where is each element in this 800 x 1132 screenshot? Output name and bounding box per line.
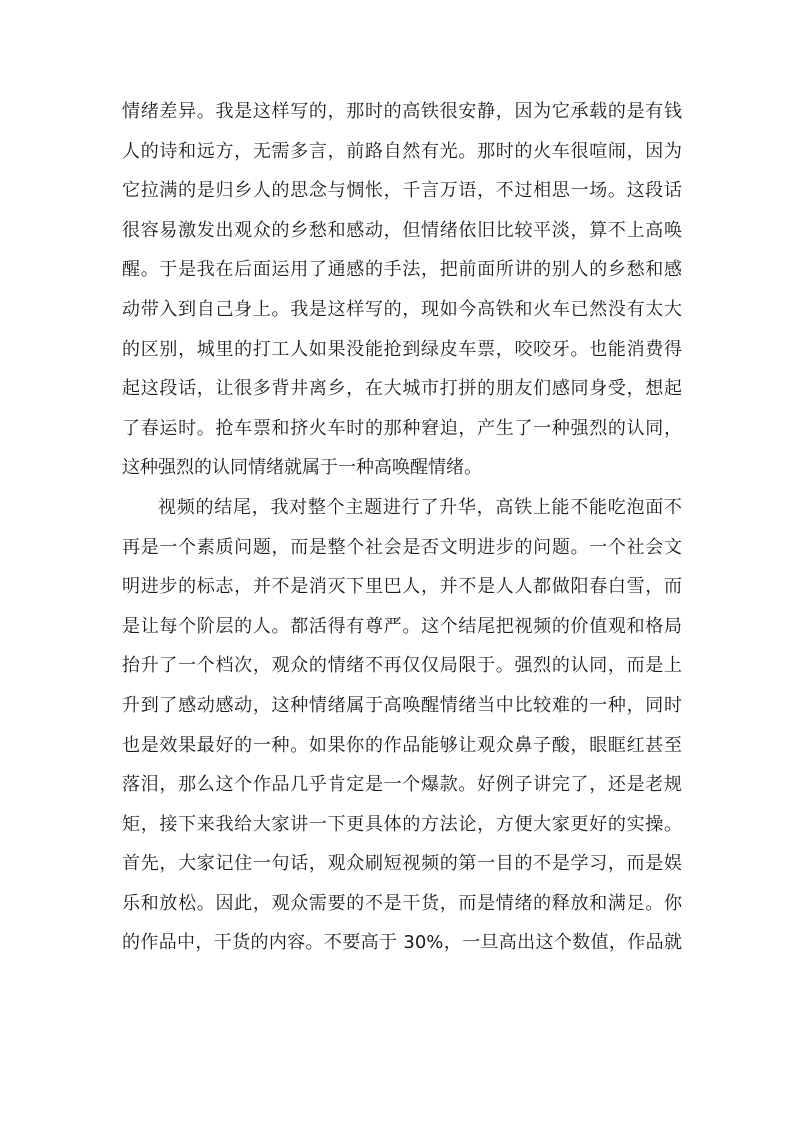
text-line: 乐和放松。因此，观众需要的不是干货，而是情绪的释放和满足。你 [122, 892, 682, 914]
paragraph-1 [122, 92, 682, 488]
text-line: 的区别，城里的打工人如果没能抢到绿皮车票，咬咬牙。也能消费得 [122, 338, 682, 360]
text-line: 醒。于是我在后面运用了通感的手法，把前面所讲的别人的乡愁和感 [122, 259, 682, 281]
text-line: 落泪，那么这个作品几乎肯定是一个爆款。好例子讲完了，还是老规 [122, 774, 682, 796]
text-line: 视频的结尾，我对整个主题进行了升华，高铁上能不能吃泡面不 [158, 496, 682, 518]
text-line: 是让每个阶层的人。都活得有尊严。这个结尾把视频的价值观和格局 [122, 615, 682, 637]
text-line: 升到了感动感动，这种情绪属于高唤醒情绪当中比较难的一种，同时 [122, 694, 682, 716]
text-line: 首先，大家记住一句话，观众刷短视频的第一目的不是学习，而是娱 [122, 853, 682, 875]
text-line: 很容易激发出观众的乡愁和感动，但情绪依旧比较平淡，算不上高唤 [122, 219, 682, 241]
text-line: 情绪差异。我是这样写的，那时的高铁很安静，因为它承载的是有钱 [122, 101, 682, 122]
body-text [122, 92, 682, 963]
text-line: 了春运时。抢车票和挤火车时的那种窘迫，产生了一种强烈的认同， [122, 417, 682, 439]
text-line: 动带入到自己身上。我是这样写的，现如今高铁和火车已然没有太大 [122, 298, 682, 320]
text-line: 这种强烈的认同情绪就属于一种高唤醒情绪。 [122, 457, 482, 479]
text-line: 明进步的标志，并不是消灭下里巴人，并不是人人都做阳春白雪，而 [122, 576, 682, 598]
text-line: 也是效果最好的一种。如果你的作品能够让观众鼻子酸，眼眶红甚至 [122, 734, 682, 756]
text-line: 它拉满的是归乡人的思念与惆怅，千言万语，不过相思一场。这段话 [122, 180, 682, 202]
text-line: 的作品中，干货的内容。不要高于 30%，一旦高出这个数值，作品就 [122, 932, 682, 954]
text-line: 起这段话，让很多背井离乡，在大城市打拼的朋友们感同身受，想起 [122, 378, 682, 400]
text-line: 矩，接下来我给大家讲一下更具体的方法论，方便大家更好的实操。 [122, 813, 682, 835]
text-line: 抬升了一个档次，观众的情绪不再仅仅局限于。强烈的认同，而是上 [122, 655, 682, 677]
text-line: 再是一个素质问题，而是整个社会是否文明进步的问题。一个社会文 [122, 536, 682, 558]
text-line: 人的诗和远方，无需多言，前路自然有光。那时的火车很喧闹，因为 [122, 140, 682, 162]
paragraph-2 [122, 488, 682, 963]
